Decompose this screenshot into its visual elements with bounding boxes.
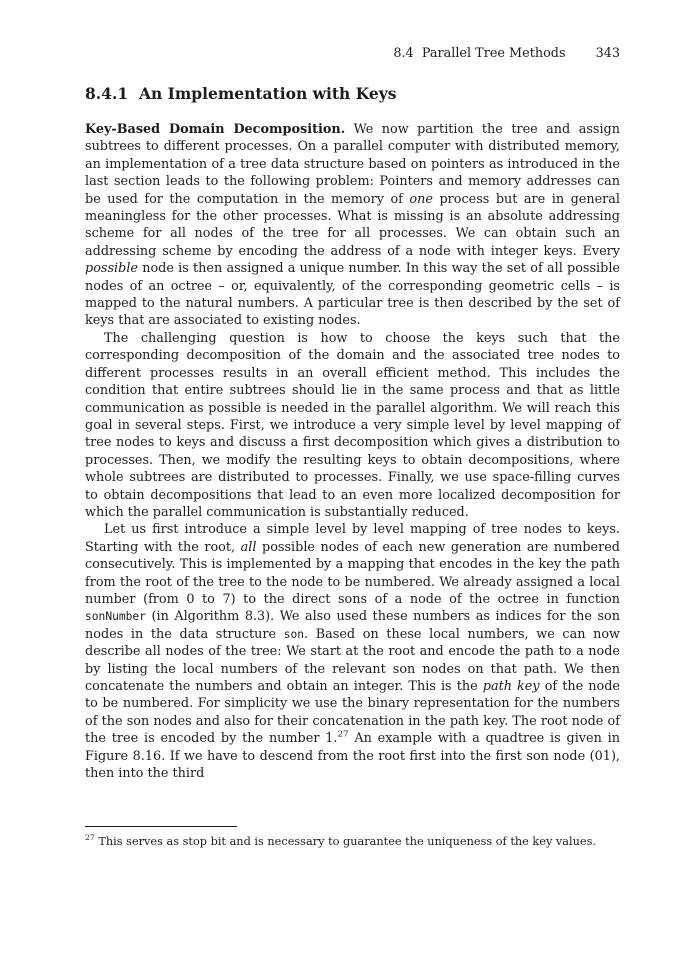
section-heading: 8.4.1 An Implementation with Keys <box>85 84 397 103</box>
text-run: Key-Based Domain Decomposition. <box>85 122 346 137</box>
footnote <box>85 834 620 850</box>
paragraph <box>85 121 620 330</box>
footnote-rule <box>85 826 237 827</box>
text-run: node is then assigned a unique number. In this way the set of all possible nodes of an octree – or, equivalently, of the corresponding geometric cells – is mapped to the natural numbers. A particular tree is then described by the set of keys that are associated to existing nodes. <box>85 261 620 329</box>
text-run: . Based on these local numbers, we can now describe all nodes of the tree: We start at the root and encode the path to a node by listing the local numbers of the relevant son nodes on that path. We then concatenate the numbers and obtain an integer. This is the <box>85 626 620 694</box>
text-run: An example with a quadtree is given in Figure 8.16. If we have to descend from the root first into the first son node (01), then into the third <box>85 731 620 782</box>
text-run: possible <box>85 261 138 277</box>
text-run: one <box>409 191 433 207</box>
text-run: 27 <box>85 833 95 843</box>
text-run: We now partition the tree and assign subtrees to different processes. On a parallel computer with distributed memory, an implementation of a tree data structure based on pointers as introduced in the last section leads to the following problem: Pointers and memory addresses can be used for the computation in the memory of <box>85 122 620 207</box>
text-run: son <box>283 627 305 641</box>
footnote-area <box>85 826 620 850</box>
text-run: The challenging question is how to choose the keys such that the corresponding decomposition of the domain and the associated tree nodes to different processes results in an overall efficient method. This includes the condition that entire subtrees should lie in the same process and that as little communication as possible is needed in the parallel algorithm. We will reach this goal in several steps. First, we introduce a very simple level by level mapping of tree nodes to keys and discuss a first decomposition which gives a distribution to processes. Then, we modify the resulting keys to obtain decompositions, where whole subtrees are distributed to processes. Finally, we use space-filling curves to obtain decompositions that lead to an even more localized decomposition for which the parallel communication is substantially reduced. <box>85 330 620 520</box>
text-run: path key <box>482 679 540 694</box>
text-run: sonNumber <box>85 610 146 624</box>
paragraph <box>85 521 620 782</box>
text-run: 27 <box>337 729 349 740</box>
text-run: This serves as stop bit and is necessary to guarantee the uniqueness of the key values. <box>94 835 597 848</box>
text-run: Let us first introduce a simple level by level mapping of tree nodes to keys. Starting with the root, <box>85 522 620 555</box>
text-run: possible nodes of each new generation are numbered consecutively. This is implemented by a mapping that encodes in the key the path from the root of the tree to the node to be numbered. We already assigned a local number (from 0 to 7) to the direct sons of a node of the octree in function <box>85 539 620 607</box>
running-header <box>85 46 620 62</box>
text-run: process but are in general meaningless for the other processes. What is missing is an absolute addressing scheme for all nodes of the tree for all processes. We can obtain such an addressing scheme by encoding the address of a node with integer keys. Every <box>85 191 620 259</box>
text-column <box>85 46 620 782</box>
paragraph <box>85 330 620 521</box>
text-run: all <box>240 539 257 555</box>
page-number: 343 <box>595 46 620 61</box>
running-head-title: 8.4 Parallel Tree Methods <box>393 46 566 61</box>
text-run: of the node to be numbered. For simplicity we use the binary representation for the numbers of the son nodes and also for their concatenation in the path key. The root node of the tree is encoded by the number 1. <box>85 679 620 747</box>
text-run: (in Algorithm 8.3). We also used these numbers as indices for the son nodes in the data structure <box>85 609 620 642</box>
body-paragraphs <box>85 121 620 782</box>
